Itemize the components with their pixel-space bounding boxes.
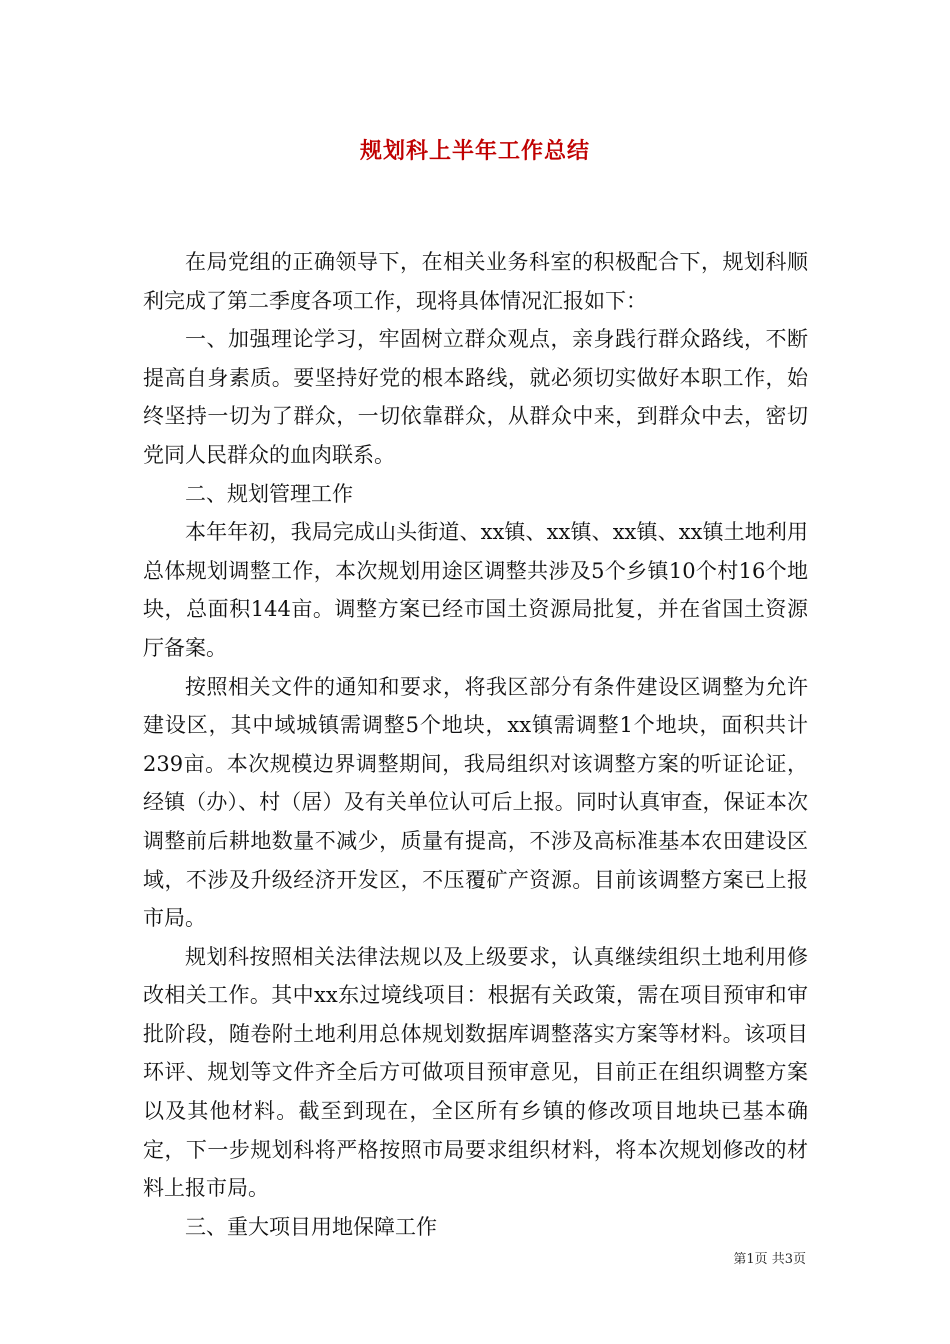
heading-section-2: 二、规划管理工作 xyxy=(185,481,353,506)
paragraph-planning-adjustment: 本年年初，我局完成山头街道、xx镇、xx镇、xx镇、xx镇土地利用总体规划调整工作，本次规划用途区调整共涉及5个乡镇10个村16个地块，总面积144亩。调整方案已经市国土资源局批复，并在省国土资源厅备案。 xyxy=(143,520,808,660)
heading-section-3: 三、重大项目用地保障工作 xyxy=(185,1214,437,1239)
page-number: 第1页 共3页 xyxy=(733,1252,806,1267)
paragraph-boundary-adjustment: 按照相关文件的通知和要求，将我区部分有条件建设区调整为允许建设区，其中域城镇需调整5个地块，xx镇需调整1个地块，面积共计239亩。本次规模边界调整期间，我局组织对该调整方案的听证论证，经镇（办）、村（居）及有关单位认可后上报。同时认真审查，保证本次调整前后耕地数量不减少，质量有提高，不涉及高标准基本农田建设区域，不涉及升级经济开发区，不压覆矿产资源。目前该调整方案已上报市局。 xyxy=(143,674,808,931)
paragraph-section-1: 一、加强理论学习，牢固树立群众观点，亲身践行群众路线，不断提高自身素质。要坚持好党的根本路线，就必须切实做好本职工作，始终坚持一切为了群众，一切依靠群众，从群众中来，到群众中去，密切党同人民群众的血肉联系。 xyxy=(143,327,808,467)
document-title: 规划科上半年工作总结 xyxy=(359,138,590,164)
document-body xyxy=(143,243,808,1246)
paragraph-intro: 在局党组的正确领导下，在相关业务科室的积极配合下，规划科顺利完成了第二季度各项工作，现将具体情况汇报如下： xyxy=(143,250,808,313)
paragraph-land-use-revision: 规划科按照相关法律法规以及上级要求，认真继续组织土地利用修改相关工作。其中xx东过境线项目：根据有关政策，需在项目预审和审批阶段，随卷附土地利用总体规划数据库调整落实方案等材料。该项目环评、规划等文件齐全后方可做项目预审意见，目前正在组织调整方案以及其他材料。截至到现在，全区所有乡镇的修改项目地块已基本确定，下一步规划科将严格按照市局要求组织材料，将本次规划修改的材料上报市局。 xyxy=(143,944,808,1201)
